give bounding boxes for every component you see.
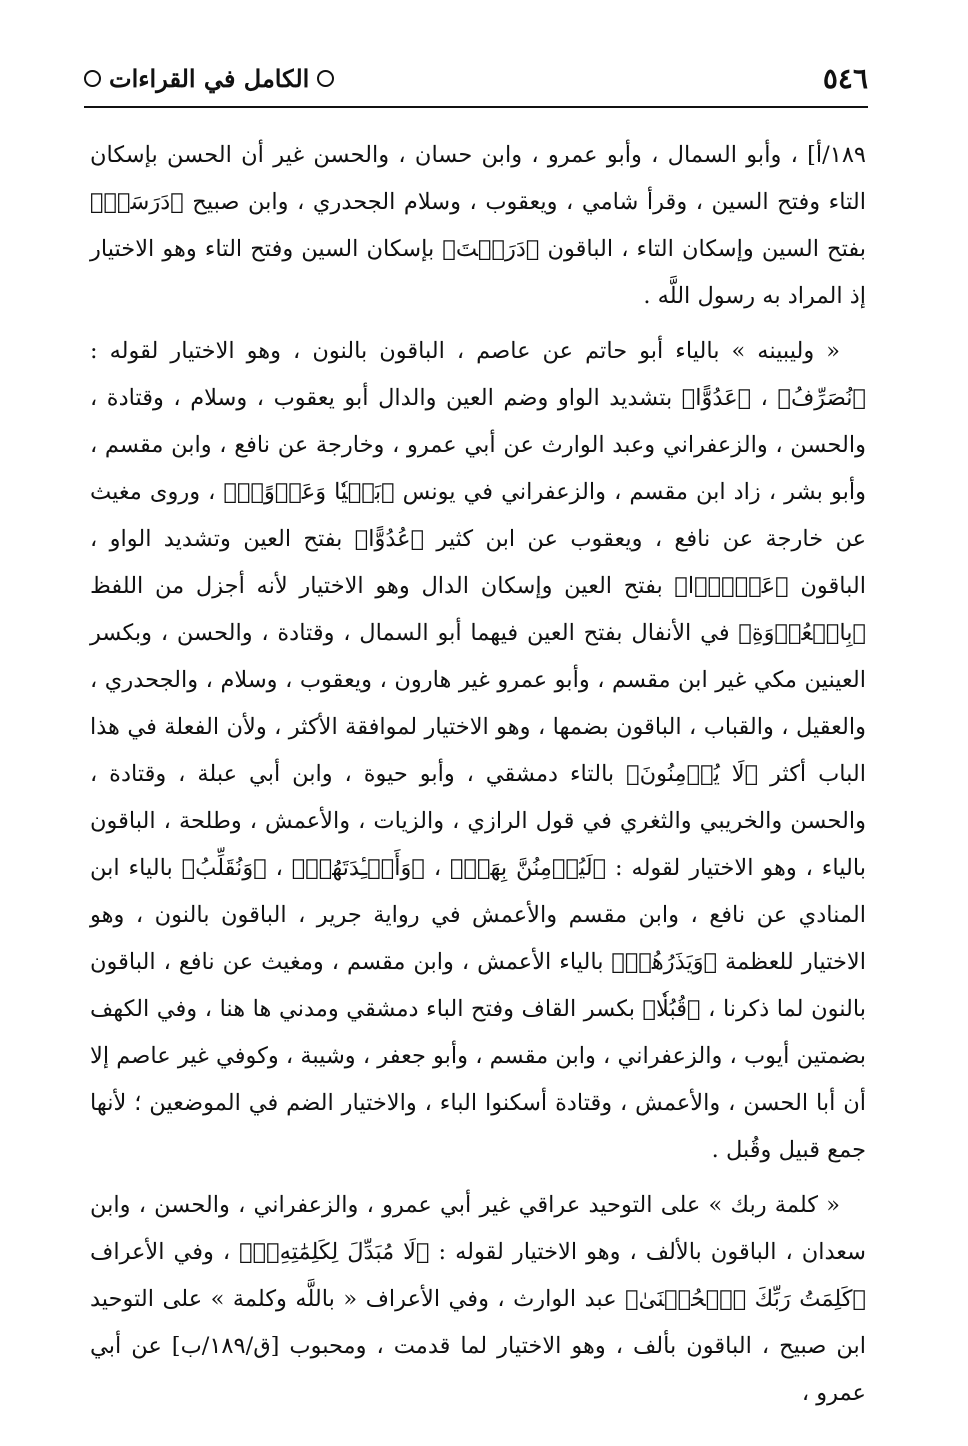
ring-ornament-icon bbox=[317, 70, 334, 87]
running-title-group bbox=[84, 64, 334, 93]
paragraph: « كلمة ربك » على التوحيد عراقي غير أبي عمرو ، والزعفراني ، والحسن ، وابن سعدان ، الباقون بالألف ، وهو الاختيار لقوله : ﴿لَا مُبَدِّلَ لِكَلِمَٰتِهِۦۚ﴾ ، وفي الأعراف ﴿كَلِمَتُ رَبِّكَ ٱلۡحُسۡنَىٰ﴾ عبد الوارث ، وفي الأعراف « باللَّه وكلمة » على التوحيد ابن صبيح ، الباقون بألف ، وهو الاختيار لما قدمت ، ومحبوب [ق/١٨٩/ب] عن أبي عمرو ، bbox=[90, 1192, 866, 1406]
page-header bbox=[84, 60, 868, 104]
page-number: ٥٤٦ bbox=[822, 62, 868, 95]
page-body bbox=[90, 132, 866, 1417]
paragraph: « وليبينه » بالياء أبو حاتم عن عاصم ، الباقون بالنون ، وهو الاختيار لقوله : ﴿نُصَرِّفُ﴾ ، ﴿عَدُوًّا﴾ بتشديد الواو وضم العين والدال أبو يعقوب ، وسلام ، وقتادة ، والحسن ، والزعفراني وعبد الوارث عن أبي عمرو ، وخارجة عن نافع ، وابن مقسم ، وأبو بشر ، زاد ابن مقسم ، والزعفراني في يونس ﴿بَغۡيٗا وَعَدۡوًاۚ﴾ ، وروى مغيث عن خارجة عن نافع ، ويعقوب عن ابن كثير ﴿عُدُوًّا﴾ بفتح العين وتشديد الواو ، الباقون ﴿عَدۡوَۢا﴾ بفتح العين وإسكان الدال وهو الاختيار لأنه أجزل من اللفظ ﴿بِالۡعُدۡوَةِ﴾ في الأنفال بفتح العين فيهما أبو السمال ، وقتادة ، والحسن ، وبكسر العينين مكي غير ابن مقسم ، وأبو عمرو غير هارون ، ويعقوب ، وسلام ، والجحدري ، والعقيل ، والقباب ، الباقون بضمها ، وهو الاختيار لموافقة الأكثر ، ولأن الفعلة في هذا الباب أكثر ﴿لَا يُؤۡمِنُونَ﴾ بالتاء دمشقي ، وأبو حيوة ، وابن أبي عبلة ، وقتادة ، والحسن والخريبي والثغري في قول الرازي ، والزيات ، والأعمش ، وطلحة ، الباقون بالياء ، وهو الاختيار لقوله : ﴿لَيُؤۡمِنُنَّ بِهَاۚ﴾ ، ﴿وَأَفۡـِٔدَتَهُمۡ﴾ ، ﴿وَنُقَلِّبُ﴾ بالياء ابن المنادي عن نافع ، وابن مقسم والأعمش في رواية جرير ، الباقون بالنون ، وهو الاختيار للعظمة ﴿وَيَذَرُهُمۡ﴾ بالياء الأعمش ، وابن مقسم ، ومغيث عن نافع ، الباقون بالنون لما ذكرنا ، ﴿قُبُلٗا﴾ بكسر القاف وفتح الباء دمشقي ومدني ها هنا ، وفي الكهف بضمتين أيوب ، والزعفراني ، وابن مقسم ، وأبو جعفر ، وشيبة ، وكوفي غير عاصم إلا أن أبا الحسن ، والأعمش ، وقتادة أسكنوا الباء ، والاختيار الضم في الموضعين ؛ لأنها جمع قبيل وقُبل . bbox=[90, 338, 866, 1163]
header-divider bbox=[84, 106, 868, 108]
ring-ornament-icon bbox=[84, 70, 101, 87]
running-title: الكامل في القراءات bbox=[109, 64, 310, 93]
paragraph: ١٨٩/أ] ، وأبو السمال ، وأبو عمرو ، وابن حسان ، والحسن غير أن الحسن بإسكان التاء وفتح السين ، وقرأ شامي ، ويعقوب ، وسلام الجحدري ، وابن صبيح ﴿دَرَسَتۡ﴾ بفتح السين وإسكان التاء ، الباقون ﴿دَرَسۡتَ﴾ بإسكان السين وفتح التاء وهو الاختيار إذ المراد به رسول اللَّه . bbox=[90, 142, 866, 309]
